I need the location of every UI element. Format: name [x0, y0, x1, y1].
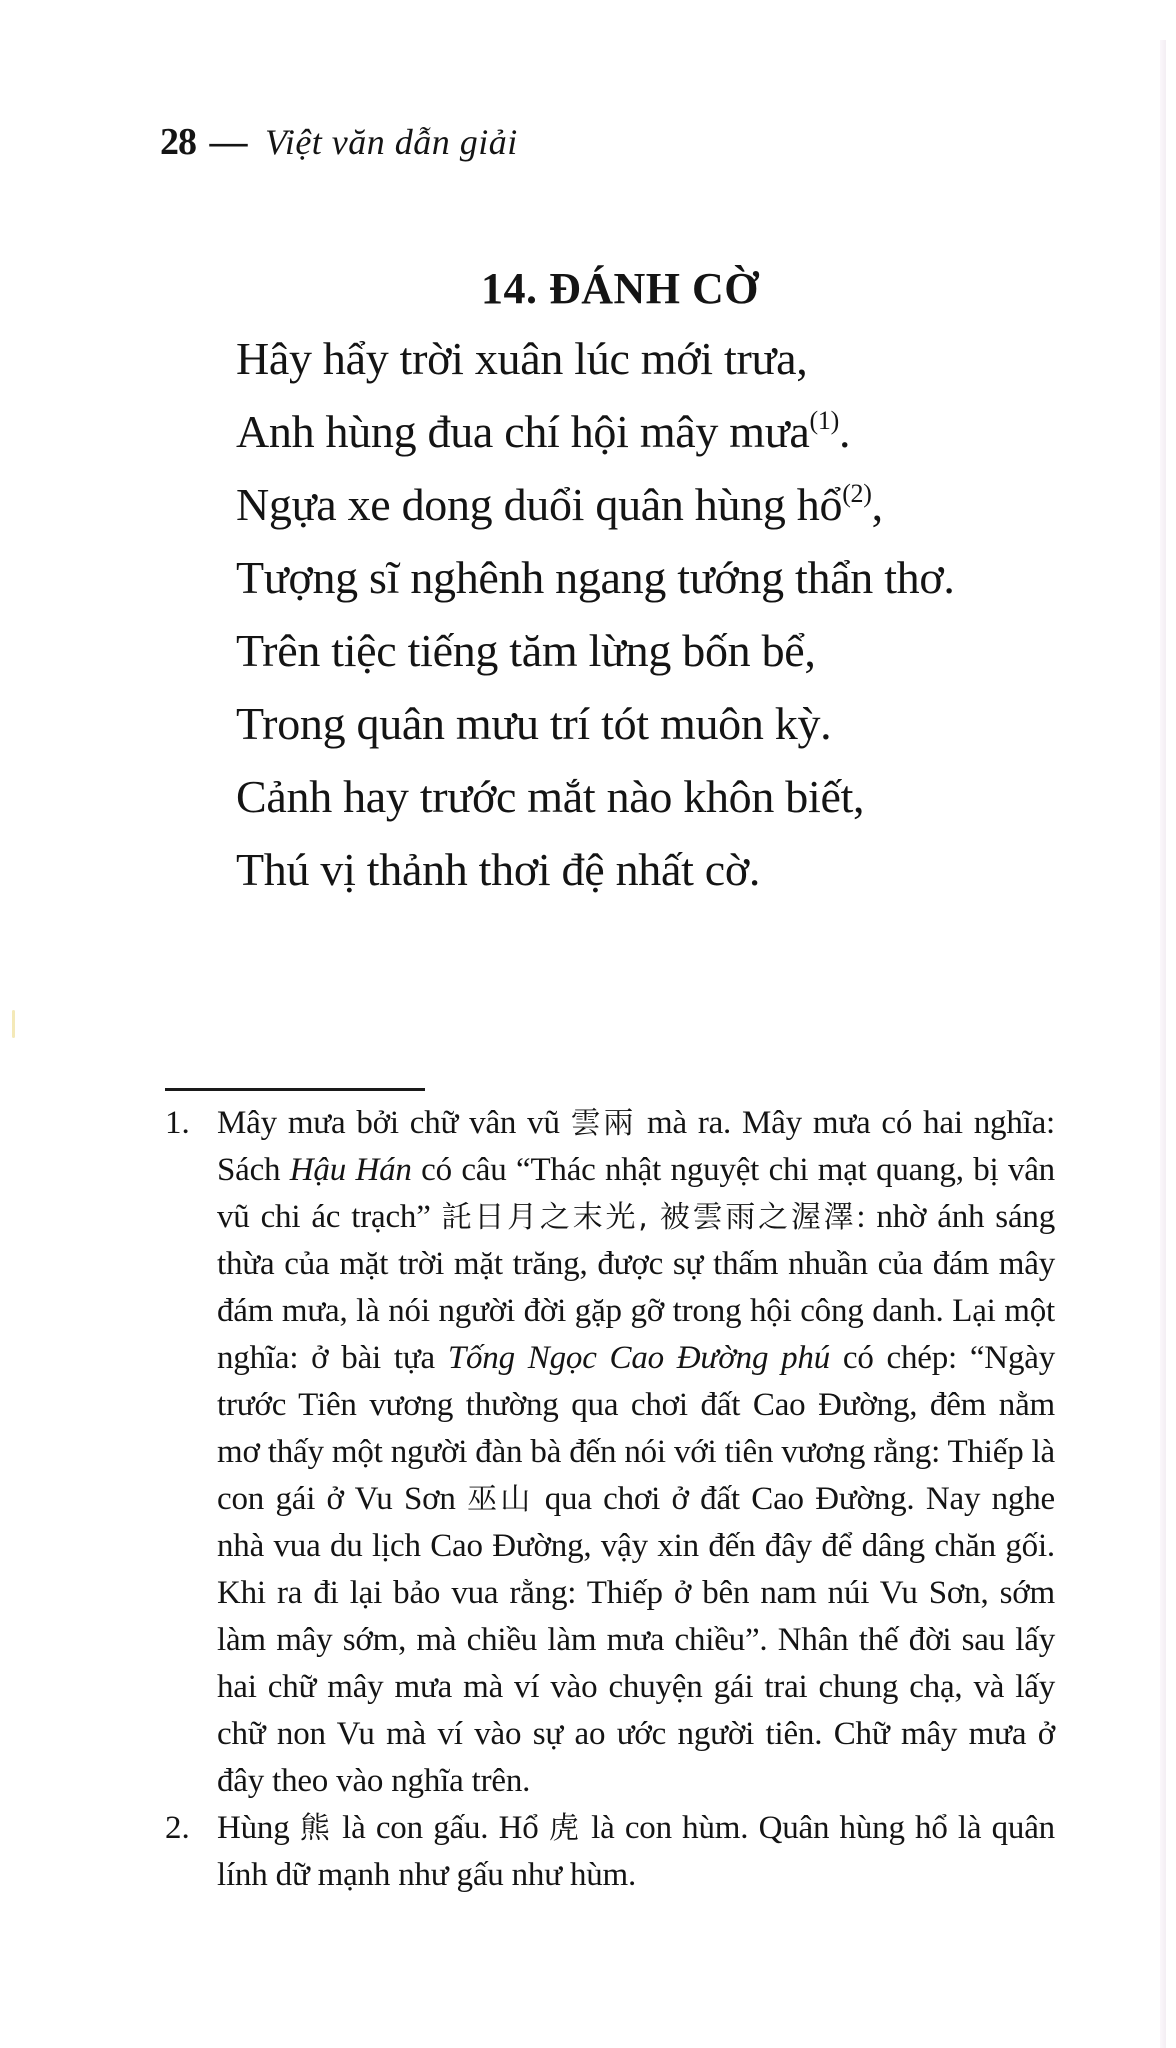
- book-title: Việt văn dẫn giải: [265, 122, 518, 162]
- footnote-segment: có câu “Thác nhật nguyệt chi mạt quang, bị vân vũ chi ác trạch”: [217, 1152, 1055, 1235]
- footnote-1: [165, 1100, 1055, 1805]
- han-characters: 熊: [299, 1811, 332, 1846]
- footnote-segment: là con gấu. Hổ: [331, 1810, 549, 1846]
- running-head-dash: —: [209, 121, 248, 163]
- footnote-separator: [165, 1088, 425, 1091]
- footnote-ref-1[interactable]: (1): [809, 406, 839, 435]
- poem-line-text: Trong quân mưu trí tót muôn kỳ.: [236, 698, 832, 749]
- poem-line-text: Ngựa xe dong duổi quân hùng hổ: [236, 479, 843, 530]
- poem-line-text: Thú vị thảnh thơi đệ nhất cờ.: [236, 844, 761, 895]
- poem-line-text: Tượng sĩ nghênh ngang tướng thẩn thơ.: [236, 552, 955, 603]
- footnote-ref-2[interactable]: (2): [842, 479, 872, 508]
- poem-line: [236, 833, 955, 906]
- han-characters: 託日月之末光, 被雲雨之渥澤: [441, 1200, 857, 1235]
- poem-line: [236, 395, 955, 468]
- footnote-segment: có chép: “Ngày trước Tiên vương thường qua chơi đất Cao Đường, đêm nằm mơ thấy một người đàn bà đến nói với tiên vương rằng: Thiếp là con gái ở Vu Sơn: [217, 1340, 1055, 1517]
- footnote-segment: qua chơi ở đất Cao Đường. Nay nghe nhà vua du lịch Cao Đường, vậy xin đến đây để dâng chăn gối. Khi ra đi lại bảo vua rằng: Thiếp ở bên nam núi Vu Sơn, sớm làm mây sớm, mà chiều làm mưa chiều”. Nhân thế đời sau lấy hai chữ mây mưa mà ví vào chuyện gái trai chung chạ, và lấy chữ non Vu mà ví vào sự ao ước người tiên. Chữ mây mưa ở đây theo vào nghĩa trên.: [217, 1481, 1055, 1799]
- footnote-text: [217, 1100, 1055, 1805]
- footnote-2: [165, 1805, 1055, 1899]
- poem-line-text: Cảnh hay trước mắt nào khôn biết,: [236, 771, 865, 822]
- scan-mark: [12, 1010, 15, 1038]
- han-characters: 巫山: [467, 1482, 534, 1517]
- poem-line: [236, 614, 955, 687]
- footnote-number: 2.: [165, 1810, 190, 1846]
- page-number: 28: [160, 121, 196, 163]
- poem-line: [236, 322, 955, 395]
- footnote-segment: là con hùm. Quân hùng hổ là quân lính dữ mạnh như gấu như hùm.: [217, 1810, 1055, 1893]
- footnote-text: [217, 1805, 1055, 1899]
- footnote-segment: mà ra. Mây mưa có hai nghĩa: Sách: [217, 1105, 1055, 1188]
- italic-title: Hậu Hán: [289, 1152, 412, 1188]
- poem-line: [236, 687, 955, 760]
- han-characters: 虎: [548, 1811, 581, 1846]
- footnote-segment: Mây mưa bởi chữ vân vũ: [217, 1105, 571, 1141]
- running-head: [160, 118, 518, 166]
- italic-title: Tống Ngọc Cao Đường phú: [447, 1340, 831, 1376]
- poem-line: [236, 760, 955, 833]
- footnote-segment: : nhờ ánh sáng thừa của mặt trời mặt trăng, được sự thấm nhuần của đám mây đám mưa, là nói người đời gặp gỡ trong hội công danh. Lại một nghĩa: ở bài tựa: [217, 1199, 1055, 1376]
- han-characters: 雲兩: [570, 1106, 637, 1141]
- poem-body: [236, 322, 955, 906]
- poem-line-text: Hây hẩy trời xuân lúc mới trưa,: [236, 333, 808, 384]
- footnote-number: 1.: [165, 1105, 190, 1141]
- poem-title: 14. ĐÁNH CỜ: [480, 264, 760, 314]
- poem-line-text: Trên tiệc tiếng tăm lừng bốn bể,: [236, 625, 816, 676]
- poem-line-text: Anh hùng đua chí hội mây mưa: [236, 406, 810, 457]
- poem-line-punct: .: [838, 406, 851, 457]
- page-edge-shadow: [1160, 40, 1166, 2048]
- poem-line: [236, 541, 955, 614]
- poem-line-punct: ,: [871, 479, 883, 530]
- footnote-segment: Hùng: [217, 1810, 300, 1846]
- footnotes: [165, 1100, 1055, 1899]
- poem-line: [236, 468, 955, 541]
